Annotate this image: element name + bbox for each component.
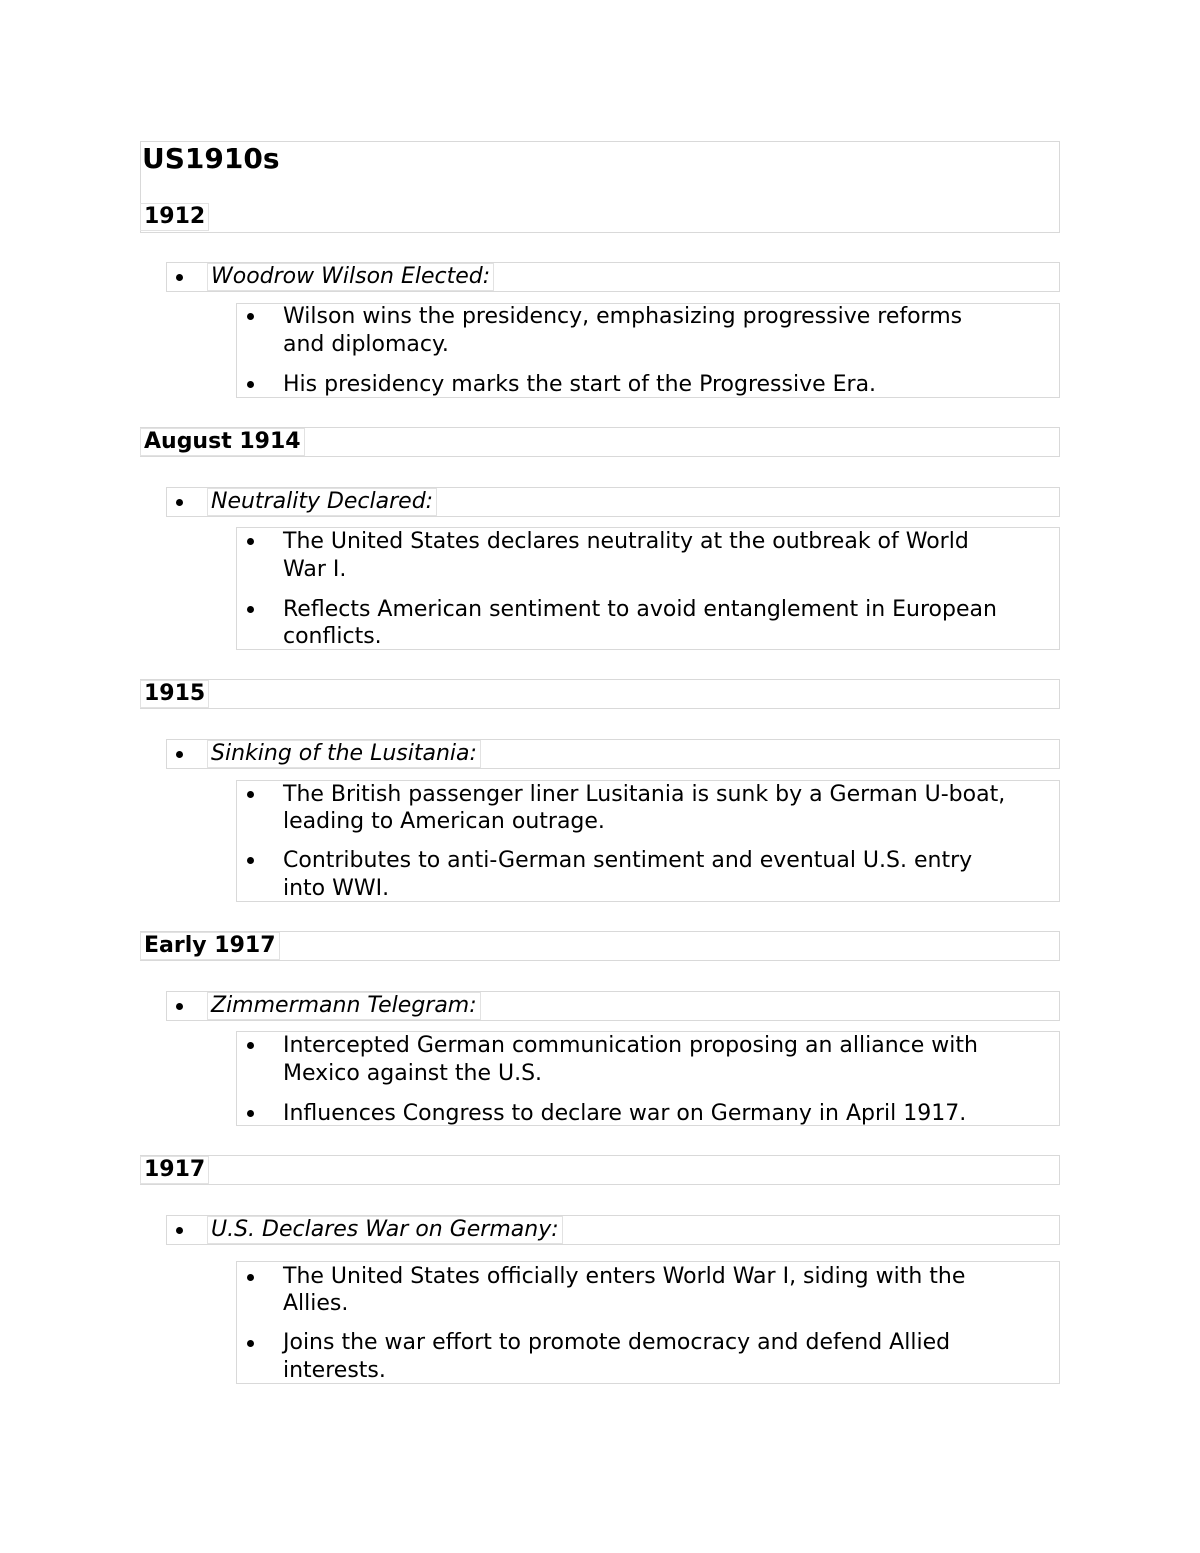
year-row [140,1155,1060,1185]
detail-line: Wilson wins the presidency, emphasizing progressive reforms [283,304,963,329]
year-row [140,679,1060,709]
detail-line: Reflects American sentiment to avoid entanglement in European [283,597,997,622]
detail-line: into WWI. [283,876,390,901]
detail-line: leading to American outrage. [283,809,605,834]
section-year: 1915 [140,680,209,708]
section-year: 1912 [140,203,209,231]
detail-line: The United States declares neutrality at the outbreak of World [283,529,969,554]
detail-line: Mexico against the U.S. [283,1061,543,1086]
bullet-icon [247,791,254,798]
detail-line: Contributes to anti-German sentiment and eventual U.S. entry [283,848,973,873]
event-title: Neutrality Declared: [207,488,437,516]
bullet-icon [247,313,254,320]
detail-line: His presidency marks the start of the Progressive Era. [283,372,877,397]
bullet-icon [247,1042,254,1049]
bullet-icon [176,499,183,506]
bullet-icon [176,1227,183,1234]
detail-line: War I. [283,557,347,582]
bullet-icon [247,1340,254,1347]
section-year: August 1914 [140,428,305,456]
detail-line: The United States officially enters World War I, siding with the [283,1264,966,1289]
bullet-icon [176,274,183,281]
bullet-icon [176,1003,183,1010]
bullet-icon [247,606,254,613]
event-title: U.S. Declares War on Germany: [207,1216,563,1244]
detail-line: Allies. [283,1291,349,1316]
bullet-icon [176,751,183,758]
detail-line: Joins the war effort to promote democracy and defend Allied [283,1330,951,1355]
section-year: Early 1917 [140,932,280,960]
detail-line: interests. [283,1358,386,1383]
detail-line: and diplomacy. [283,332,449,357]
bullet-icon [247,538,254,545]
event-title: Woodrow Wilson Elected: [207,263,494,291]
bullet-icon [247,1274,254,1281]
bullet-icon [247,381,254,388]
bullet-icon [247,857,254,864]
detail-line: conflicts. [283,624,382,649]
event-title: Zimmermann Telegram: [207,992,481,1020]
detail-line: Influences Congress to declare war on Germany in April 1917. [283,1101,967,1126]
detail-line: Intercepted German communication proposing an alliance with [283,1033,978,1058]
detail-line: The British passenger liner Lusitania is sunk by a German U-boat, [283,782,1006,807]
section-year: 1917 [140,1156,209,1184]
document-title: US1910s [142,142,280,175]
event-title: Sinking of the Lusitania: [207,740,481,768]
bullet-icon [247,1110,254,1117]
